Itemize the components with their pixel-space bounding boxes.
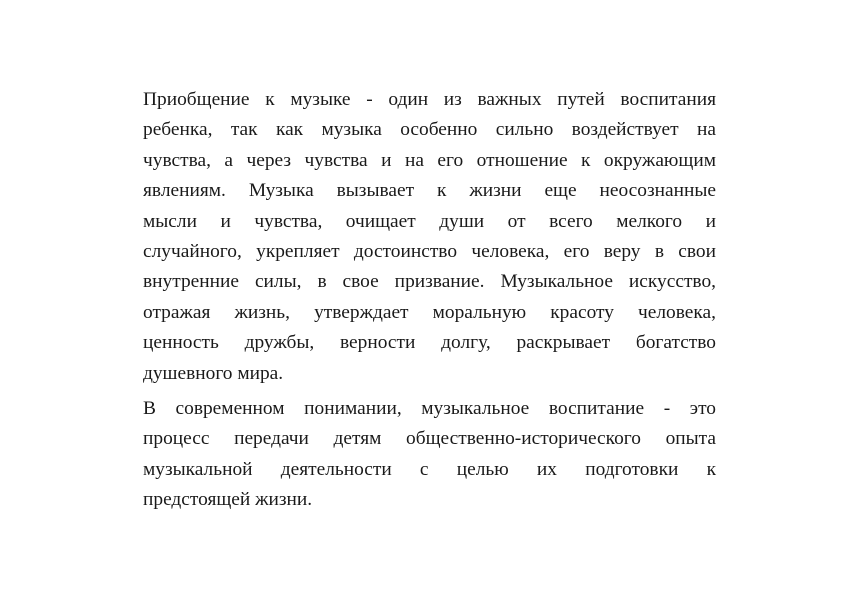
text-line: отражая жизнь, утверждает моральную красоту человека, (143, 301, 716, 323)
text-line: внутренние силы, в свое призвание. Музыкальное искусство, (143, 271, 716, 293)
text-line: мысли и чувства, очищает души от всего мелкого и (143, 210, 716, 232)
text-line: Приобщение к музыке - один из важных путей воспитания (143, 89, 716, 110)
text-line: душевного мира. (143, 362, 284, 384)
paragraph-1 (143, 85, 716, 389)
paragraph-2 (143, 394, 716, 516)
text-line: процесс передачи детям общественно-исторического опыта (143, 428, 716, 450)
text-line: ценность дружбы, верности долгу, раскрывает богатство (143, 332, 716, 354)
text-line: предстоящей жизни. (143, 489, 313, 511)
text-line: чувства, а через чувства и на его отношение к окружающим (143, 149, 716, 171)
text-line: явлениям. Музыка вызывает к жизни еще неосознанные (143, 180, 716, 202)
text-line: ребенка, так как музыка особенно сильно воздействует на (143, 119, 716, 141)
text-line: В современном понимании, музыкальное воспитание - это (143, 397, 716, 419)
text-line: случайного, укрепляет достоинство человека, его веру в свои (143, 240, 716, 262)
text-line: музыкальной деятельности с целью их подготовки к (143, 458, 716, 480)
body-text (143, 85, 716, 515)
